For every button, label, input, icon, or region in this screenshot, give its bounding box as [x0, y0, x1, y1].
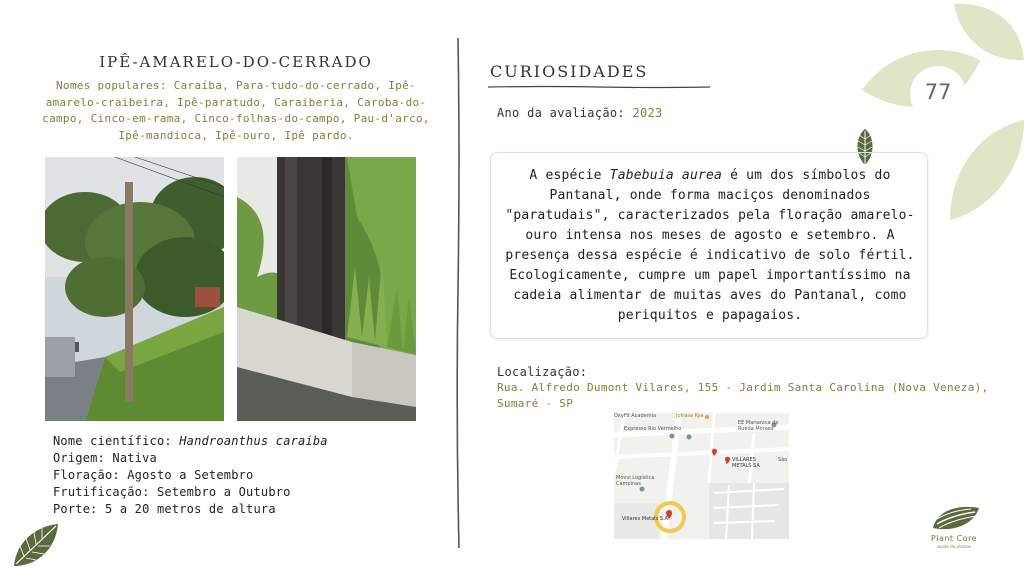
brand-tagline: saúde de plantas: [936, 544, 972, 549]
flowering: Floração: Agosto a Setembro: [53, 468, 254, 482]
assessment-year: Ano da avaliação: 2023: [497, 106, 663, 120]
section-title: CURIOSIDADES: [490, 62, 649, 81]
plant-core-logo-icon: [929, 502, 981, 532]
location-address: Rua. Alfredo Dumont Vilares, 155 - Jardim Santa Carolina (Nova Veneza), Sumaré - SP: [497, 381, 989, 410]
size: Porte: 5 a 20 metros de altura: [53, 502, 276, 516]
tree-photo: [45, 157, 224, 421]
species-title: IPÊ-AMARELO-DO-CERRADO: [99, 53, 373, 71]
scientific-name-value: Handroanthus caraiba: [179, 434, 328, 448]
scientific-name: Nome científico: Handroanthus caraiba: [53, 434, 328, 448]
species-info: [53, 433, 328, 518]
title-underline: [488, 84, 710, 90]
leaf-decoration-icon: [10, 522, 62, 570]
fruiting: Frutificação: Setembro a Outubro: [53, 485, 291, 499]
species-italic: Tabebuia aurea: [609, 168, 723, 183]
curiosity-text: A espécie Tabebuia aurea é um dos símbolos do Pantanal, onde forma maciços denominados "paratudais", caracterizados pela floração amarelo-ouro intensa nos meses de agosto e setembro. A presença dessa espécie é indicativo de solo fértil. Ecologicamente, cumpre um papel importantíssimo na cadeia alimentar de muitas aves do Pantanal, como periquitos e papagaios.: [505, 168, 915, 323]
location-map[interactable]: OxyFit Academia Jofrasa Kya Expresso Rio Vermelho EE Marianina de Rueda Moraes VILLARES METALS SA São Movvi Logística Campinas Villares Metals S.A.: [614, 413, 789, 539]
trunk-photo: [237, 157, 416, 421]
page-number: 77: [910, 66, 966, 122]
brand-name: Plant Core: [930, 534, 978, 543]
column-divider: [454, 38, 464, 548]
assessment-year-value: 2023: [632, 106, 663, 120]
origin: Origem: Nativa: [53, 451, 157, 465]
location-label: Localização:: [497, 365, 588, 379]
popular-names: Nomes populares: Caraíba, Para-tudo-do-cerrado, Ipê-amarelo-craibeira, Ipê-paratudo, Caraiberia, Caroba-do-campo, Cinco-em-rama, Cinco-folhas-do-campo, Pau-d'arco, Ipê-mandioca, Ipê-ouro, Ipê pardo.: [42, 79, 430, 142]
